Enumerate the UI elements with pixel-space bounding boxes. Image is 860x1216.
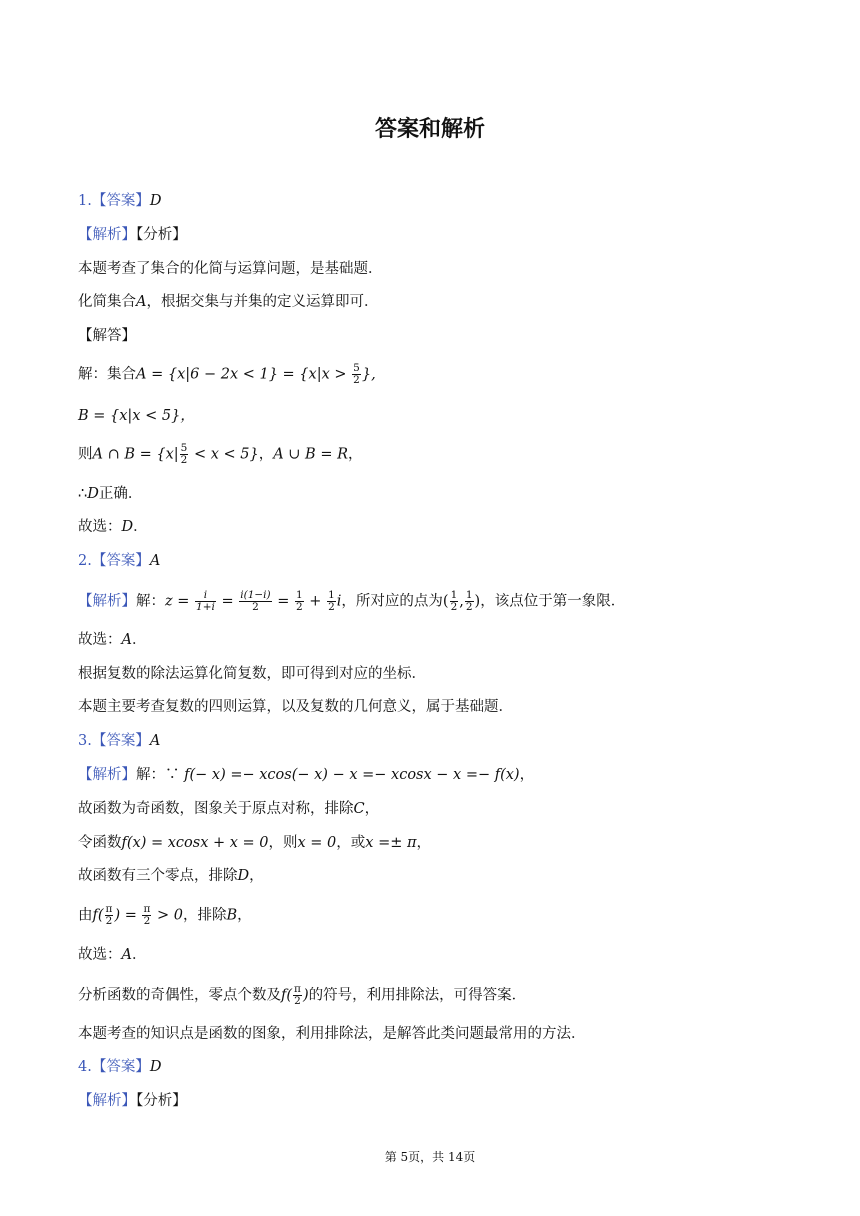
q3-sol5-c: ) = bbox=[114, 907, 142, 924]
q1-sol4-b: D bbox=[87, 486, 99, 502]
q3-answer: A bbox=[149, 733, 161, 749]
q2-sol1-b: z = bbox=[165, 593, 195, 610]
q3-choice-a: 故选： bbox=[78, 947, 122, 963]
q2-fd-num: 1 bbox=[328, 589, 335, 601]
q1-sol3-c: < x < 5} bbox=[189, 446, 259, 463]
q4-fenxi-tag: 【分析】 bbox=[136, 1093, 187, 1109]
q2-sol1-d: ，所对应的点为( bbox=[341, 593, 449, 610]
q3-solution-5 bbox=[78, 904, 252, 927]
q3-an-d: 的符号，利用排除法，可得答案． bbox=[308, 987, 527, 1004]
q2-fa-den: 1+i bbox=[196, 601, 215, 613]
q3-sol1-c: ， bbox=[519, 767, 535, 783]
q3-answer-line bbox=[78, 731, 160, 751]
q2-fe-num: 1 bbox=[450, 589, 458, 601]
q3-frac1-den: 2 bbox=[105, 915, 113, 927]
q2-frac-f bbox=[465, 590, 474, 613]
q3-sol5-b: f( bbox=[92, 907, 104, 924]
q3-sol2-a: 故函数为奇函数，图象关于原点对称，排除 bbox=[78, 801, 354, 817]
q2-choice bbox=[78, 630, 146, 650]
q3-sol2-b: C bbox=[353, 801, 365, 817]
q2-fc-den: 2 bbox=[296, 601, 303, 613]
q4-number: 4. bbox=[78, 1059, 92, 1075]
q1-solution-2 bbox=[78, 406, 195, 426]
q1-choice-c: ． bbox=[133, 519, 148, 535]
q2-ff-num: 1 bbox=[465, 589, 473, 601]
q3-analysis bbox=[78, 984, 526, 1007]
q2-ff-den: 2 bbox=[465, 601, 473, 613]
q1-solution-3 bbox=[78, 443, 363, 466]
q3-frac2-den: 2 bbox=[143, 915, 151, 927]
q1-sol3-f: ， bbox=[348, 446, 363, 463]
q2-eq2: = bbox=[272, 593, 294, 610]
q3-choice bbox=[78, 945, 146, 965]
q1-sol3-e: A ∪ B = R bbox=[273, 446, 348, 463]
q2-answer-line bbox=[78, 551, 160, 571]
q3-frac-pi-2-b bbox=[142, 904, 151, 927]
q2-fc-num: 1 bbox=[296, 589, 303, 601]
q3-choice-b: A bbox=[121, 947, 132, 963]
q2-fb-num: i(1−i) bbox=[240, 589, 271, 601]
q2-number: 2. bbox=[78, 553, 92, 569]
q3-sol1-b: f(− x) =− xcos(− x) − x =− xcosx − x =− f(x) bbox=[184, 767, 520, 783]
q1-solution-1 bbox=[78, 363, 376, 386]
q1-answer-tag: 【答案】 bbox=[91, 193, 150, 209]
q2-eq1: = bbox=[216, 593, 239, 610]
q3-sol3-b: f(x) = xcosx + x = 0 bbox=[121, 835, 269, 851]
q2-plus: + bbox=[304, 593, 327, 610]
q3-sol4-b: D bbox=[237, 868, 250, 884]
q2-sol1-e: )，该点位于第一象限． bbox=[474, 593, 626, 610]
q2-sol1-c: i bbox=[336, 593, 342, 610]
q2-fb-den: 2 bbox=[252, 601, 259, 613]
q3-sol5-e: ，排除 bbox=[182, 907, 227, 924]
q3-an-a: 分析函数的奇偶性，零点个数及 bbox=[78, 987, 281, 1004]
q1-fenxi-tag: 【分析】 bbox=[136, 227, 187, 243]
q4-answer: D bbox=[149, 1059, 162, 1075]
q2-frac-a bbox=[195, 590, 216, 613]
q1-choice-a: 故选： bbox=[78, 519, 122, 535]
q3-solution-2 bbox=[78, 799, 379, 819]
q1-fenxi-2 bbox=[78, 292, 378, 312]
q4-answer-tag: 【答案】 bbox=[91, 1059, 150, 1075]
q1-sol1-a: 解：集合 bbox=[78, 366, 136, 383]
q3-sol5-f: B bbox=[226, 907, 238, 924]
q3-solution-1 bbox=[78, 765, 534, 785]
q3-frac1-num: π bbox=[105, 903, 113, 915]
q4-jiexi-tag: 【解析】 bbox=[78, 1093, 136, 1109]
q3-frac3-num: π bbox=[294, 983, 301, 995]
q1-jiexi-tag: 【解析】 bbox=[78, 227, 136, 243]
page-title: 答案和解析 bbox=[374, 117, 485, 142]
q2-choice-c: ． bbox=[131, 632, 147, 648]
q1-fenxi-2-text-a: 化简集合 bbox=[78, 294, 136, 310]
q2-choice-a: 故选： bbox=[78, 632, 122, 648]
q3-sol4-c: ， bbox=[249, 868, 264, 884]
q3-solution-4 bbox=[78, 866, 264, 886]
q1-choice bbox=[78, 517, 148, 537]
q2-sol1-a: 解： bbox=[136, 593, 165, 610]
q1-fenxi-2-text-b: ，根据交集与并集的定义运算即可． bbox=[146, 294, 379, 310]
q1-sol3-b: A ∩ B = {x| bbox=[92, 446, 179, 463]
q1-sol1-c: }, bbox=[361, 366, 376, 383]
q2-frac-d bbox=[327, 590, 336, 613]
q1-sol3-d: ， bbox=[258, 446, 274, 463]
q2-frac-c bbox=[295, 590, 304, 613]
q1-frac2-den: 2 bbox=[180, 454, 188, 466]
q3-answer-tag: 【答案】 bbox=[91, 733, 150, 749]
q1-frac2-5-2 bbox=[180, 443, 189, 466]
q2-choice-b: A bbox=[121, 632, 132, 648]
q3-sol5-a: 由 bbox=[78, 907, 93, 924]
q2-frac-b bbox=[239, 590, 271, 613]
q3-frac-pi-2-a bbox=[105, 904, 114, 927]
q1-fenxi-1: 本题考查了集合的化简与运算问题，是基础题． bbox=[78, 261, 383, 277]
q3-sol3-d: x = 0 bbox=[297, 835, 337, 851]
q2-comment: 本题主要考查复数的四则运算，以及复数的几何意义，属于基础题． bbox=[78, 699, 513, 715]
q1-sol4-c: 正确． bbox=[98, 486, 143, 502]
q1-sol2: B = {x|x < 5}， bbox=[78, 408, 195, 424]
q1-frac1-num: 5 bbox=[353, 362, 360, 374]
q1-sol1-b: A = {x|6 − 2x < 1} = {x|x > bbox=[136, 366, 352, 383]
q3-number: 3. bbox=[78, 733, 92, 749]
q2-fd-den: 2 bbox=[328, 601, 335, 613]
q3-sol3-c: ，则 bbox=[268, 835, 298, 851]
q3-sol4-a: 故函数有三个零点，排除 bbox=[78, 868, 238, 884]
q3-sol3-f: x =± π bbox=[365, 835, 417, 851]
q1-jiexi-line bbox=[78, 225, 187, 245]
q1-jieda-tag: 【解答】 bbox=[78, 328, 136, 344]
q1-sol3-a: 则 bbox=[78, 446, 93, 463]
q1-frac2-num: 5 bbox=[180, 442, 188, 454]
q3-choice-c: ． bbox=[131, 947, 147, 963]
q1-set-a: A bbox=[136, 294, 147, 310]
q3-frac3-den: 2 bbox=[294, 995, 301, 1007]
q1-frac1-den: 2 bbox=[353, 374, 360, 386]
q1-solution-4 bbox=[78, 484, 142, 504]
q3-sol5-d: > 0 bbox=[152, 907, 183, 924]
q3-frac2-num: π bbox=[143, 903, 151, 915]
q3-an-c: ) bbox=[302, 987, 309, 1004]
q4-answer-line bbox=[78, 1057, 161, 1077]
q2-answer-tag: 【答案】 bbox=[91, 553, 150, 569]
q2-comma: , bbox=[459, 593, 464, 610]
q3-comment: 本题考查的知识点是函数的图象，利用排除法，是解答此类问题最常用的方法． bbox=[78, 1026, 586, 1042]
q1-number: 1. bbox=[78, 193, 92, 209]
page-footer: 第 5页，共 14页 bbox=[384, 1150, 476, 1164]
q2-fe-den: 2 bbox=[450, 601, 458, 613]
q2-analysis: 根据复数的除法运算化简复数，即可得到对应的坐标． bbox=[78, 666, 426, 682]
q1-answer-line bbox=[78, 191, 161, 211]
q2-answer: A bbox=[149, 553, 161, 569]
q2-jiexi-tag: 【解析】 bbox=[78, 593, 136, 610]
q3-solution-3 bbox=[78, 833, 431, 853]
q3-sol2-c: ， bbox=[364, 801, 380, 817]
q3-sol3-e: ，或 bbox=[336, 835, 366, 851]
q3-sol3-g: ， bbox=[416, 835, 432, 851]
q3-an-b: f( bbox=[281, 987, 293, 1004]
q3-frac-pi-2-c bbox=[293, 984, 302, 1007]
q2-fa-num: i bbox=[195, 590, 216, 602]
q3-sol1-a: 解：∵ bbox=[136, 767, 185, 783]
q1-frac-5-2 bbox=[352, 363, 361, 386]
q3-sol3-a: 令函数 bbox=[78, 835, 122, 851]
q3-jiexi-tag: 【解析】 bbox=[78, 767, 136, 783]
q3-sol5-g: ， bbox=[237, 907, 252, 924]
q4-jiexi-line bbox=[78, 1091, 187, 1111]
q1-sol4-a: ∴ bbox=[78, 486, 88, 502]
q1-choice-b: D bbox=[121, 519, 134, 535]
q2-solution-1 bbox=[78, 590, 625, 613]
q1-answer: D bbox=[149, 193, 162, 209]
q2-frac-e bbox=[450, 590, 459, 613]
